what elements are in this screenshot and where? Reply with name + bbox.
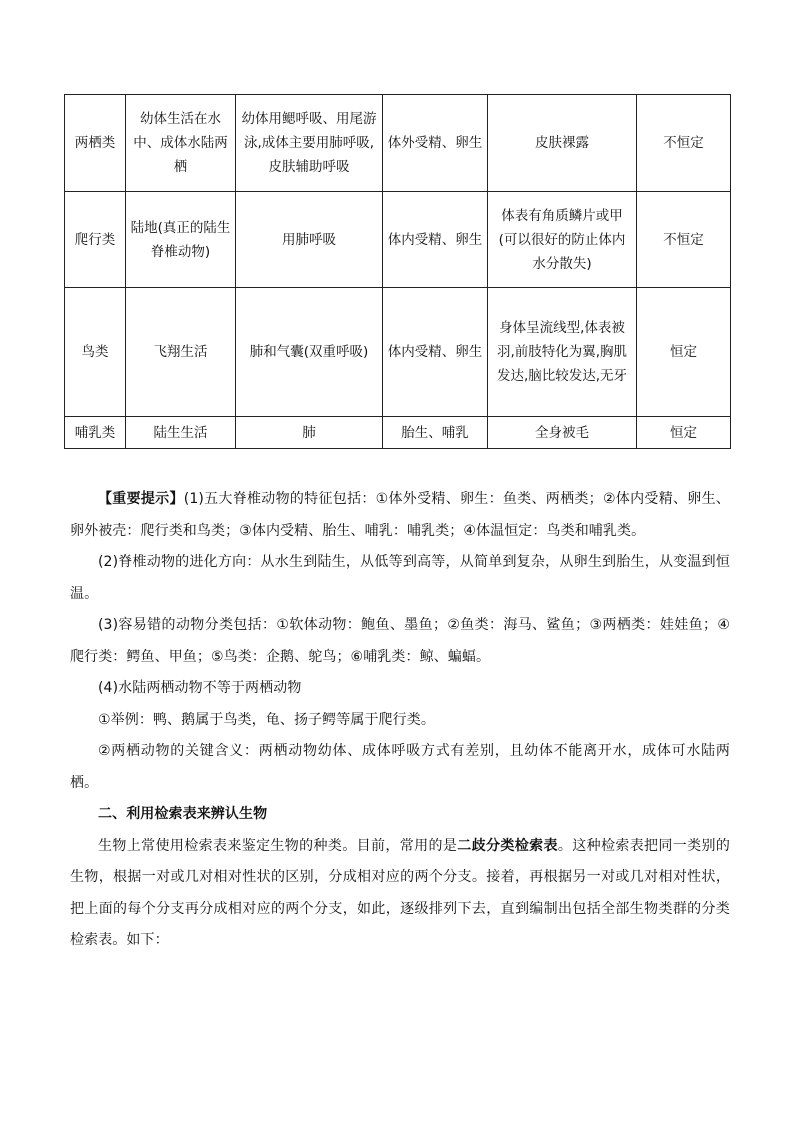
table-cell: 幼体生活在水中、成体水陆两栖 — [126, 95, 236, 192]
table-row — [65, 288, 731, 417]
note-paragraph: (2)脊椎动物的进化方向：从水生到陆生，从低等到高等，从简单到复杂，从卵生到胎生，从变温到恒温。 — [70, 554, 730, 602]
table-cell: 用肺呼吸 — [236, 192, 383, 288]
body-paragraph — [70, 831, 730, 957]
table-cell: 陆生生活 — [126, 417, 236, 449]
table-cell: 鸟类 — [65, 288, 126, 417]
tip-label: 【重要提示】 — [98, 491, 184, 507]
table-cell: 不恒定 — [637, 192, 731, 288]
table-cell: 两栖类 — [65, 95, 126, 192]
section-heading: 二、利用检索表来辨认生物 — [98, 806, 268, 822]
table-row — [65, 95, 731, 192]
table-row — [65, 192, 731, 288]
body-text: 生物上常使用检索表来鉴定生物的种类。目前，常用的是 — [98, 837, 458, 854]
note-paragraph: ①举例：鸭、鹅属于鸟类，龟、扬子鳄等属于爬行类。 — [98, 711, 435, 728]
note-paragraph: (3)容易错的动物分类包括：①软体动物：鲍鱼、墨鱼；②鱼类：海马、鲨鱼；③两栖类：娃娃鱼；④爬行类：鳄鱼、甲鱼；⑤鸟类：企鹅、鸵鸟；⑥哺乳类：鲸、蝙蝠。 — [70, 617, 730, 665]
important-tip-paragraph — [70, 484, 730, 547]
table-cell: 体内受精、卵生 — [383, 192, 488, 288]
table-cell: 恒定 — [637, 288, 731, 417]
table-cell: 体内受精、卵生 — [383, 288, 488, 417]
notes-section — [70, 484, 730, 957]
note-paragraph: (4)水陆两栖动物不等于两栖动物 — [98, 680, 302, 696]
table-cell: 体外受精、卵生 — [383, 95, 488, 192]
table-cell: 幼体用鳃呼吸、用尾游泳,成体主要用肺呼吸,皮肤辅助呼吸 — [236, 95, 383, 192]
note-paragraph: ②两栖动物的关键含义：两栖动物幼体、成体呼吸方式有差别，且幼体不能离开水，成体可水陆两栖。 — [70, 743, 730, 791]
table-cell: 身体呈流线型,体表被羽,前肢特化为翼,胸肌发达,脑比较发达,无牙 — [488, 288, 637, 417]
table-cell: 体表有角质鳞片或甲(可以很好的防止体内水分散失) — [488, 192, 637, 288]
table-row — [65, 417, 731, 449]
table-cell: 飞翔生活 — [126, 288, 236, 417]
table-cell: 皮肤裸露 — [488, 95, 637, 192]
tip-text: (1)五大脊椎动物的特征包括：①体外受精、卵生：鱼类、两栖类；②体内受精、卵生、卵外被壳：爬行类和鸟类；③体内受精、胎生、哺乳：哺乳类；④体温恒定：鸟类和哺乳类。 — [70, 491, 730, 539]
table-cell: 哺乳类 — [65, 417, 126, 449]
key-term: 二歧分类检索表 — [457, 837, 558, 854]
table-cell: 恒定 — [637, 417, 731, 449]
vertebrate-comparison-table — [64, 94, 731, 449]
table-cell: 陆地(真正的陆生脊椎动物) — [126, 192, 236, 288]
table-cell: 全身被毛 — [488, 417, 637, 449]
table-cell: 肺 — [236, 417, 383, 449]
table-cell: 不恒定 — [637, 95, 731, 192]
table-cell: 爬行类 — [65, 192, 126, 288]
body-text: 。这种检索表把同一类别的生物，根据一对或几对相对性状的区别，分成相对应的两个分支。接着，再根据另一对或几对相对性状，把上面的每个分支再分成相对应的两个分支，如此，逐级排列下去，直到编制出包括全部生物类群的分类检索表。如下： — [70, 837, 731, 948]
table-cell: 胎生、哺乳 — [383, 417, 488, 449]
table-cell: 肺和气囊(双重呼吸) — [236, 288, 383, 417]
